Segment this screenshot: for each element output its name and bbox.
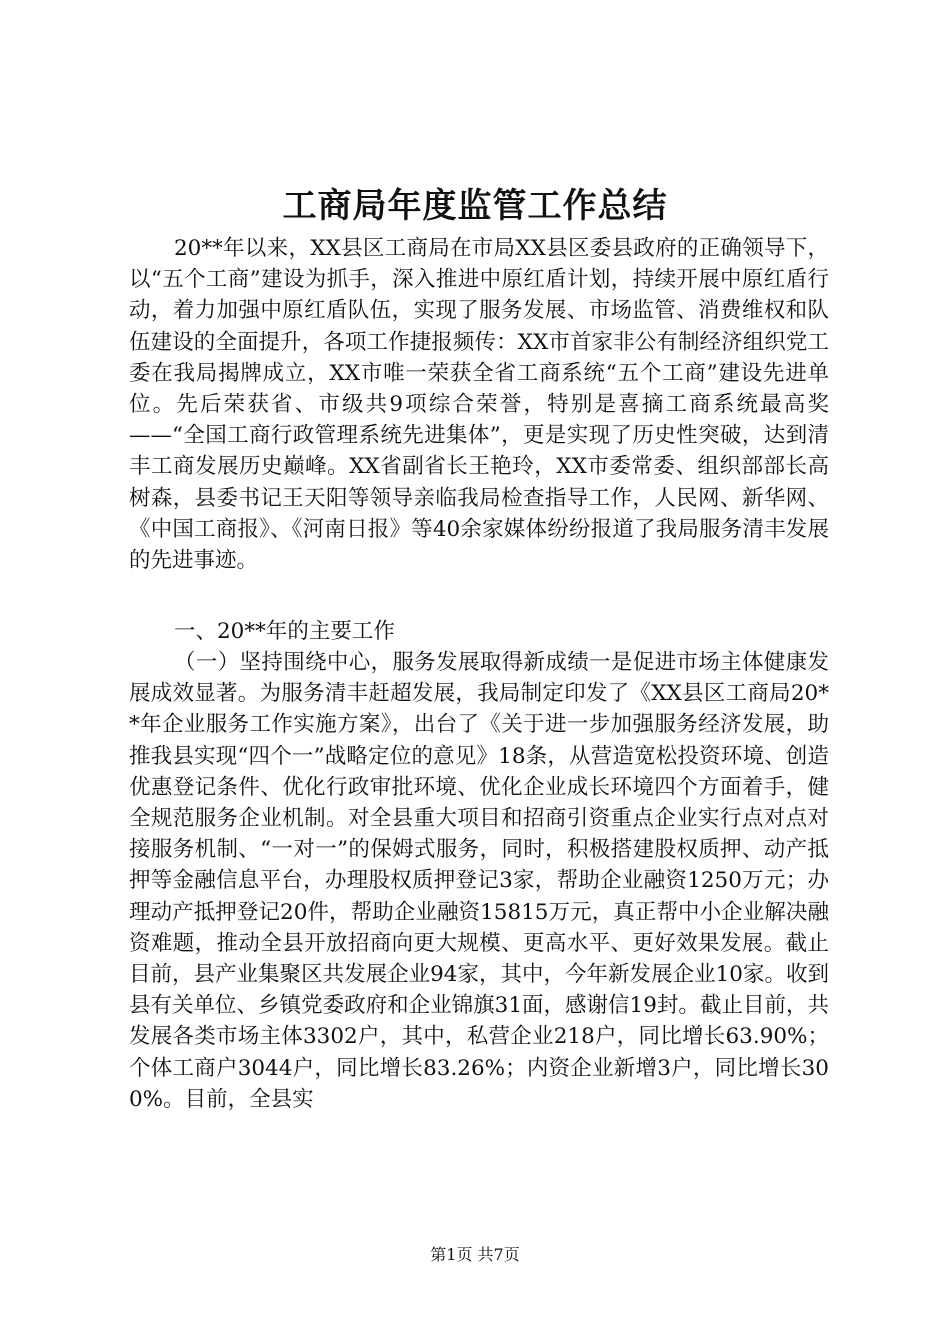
intro-paragraph: 20**年以来，XX县区工商局在市局XX县区委县政府的正确领导下，以“五个工商”建设为抓手，深入推进中原红盾计划，持续开展中原红盾行动，着力加强中原红盾队伍，实现了服务发展、市场监管、消费维权和队伍建设的全面提升，各项工作捷报频传：XX市首家非公有制经济组织党工委在我局揭牌成立，XX市唯一荣获全省工商系统“五个工商”建设先进单位。先后荣获省、市级共9项综合荣誉，特别是喜摘工商系统最高奖——“全国工商行政管理系统先进集体”，更是实现了历史性突破，达到清丰工商发展历史巅峰。XX省副省长王艳玲，XX市委常委、组织部部长高树森，县委书记王天阳等领导亲临我局检查指导工作，人民网、新华网、《中国工商报》、《河南日报》等40余家媒体纷纷报道了我局服务清丰发展的先进事迹。	[129, 236, 829, 574]
body-paragraph: （一）坚持围绕中心，服务发展取得新成绩一是促进市场主体健康发展成效显著。为服务清丰赶超发展，我局制定印发了《XX县区工商局20**年企业服务工作实施方案》，出台了《关于进一步加强服务经济发展，助推我县实现“四个一”战略定位的意见》18条，从营造宽松投资环境、创造优惠登记条件、优化行政审批环境、优化企业成长环境四个方面着手，健全规范服务企业机制。对全县重大项目和招商引资重点企业实行点对点对接服务机制、“一对一”的保姆式服务，同时，积极搭建股权质押、动产抵押等金融信息平台，办理股权质押登记3家，帮助企业融资1250万元；办理动产抵押登记20件，帮助企业融资15815万元，真正帮中小企业解决融资难题，推动全县开放招商向更大规模、更高水平、更好效果发展。截止目前，县产业集聚区共发展企业94家，其中，今年新发展企业10家。收到县有关单位、乡镇党委政府和企业锦旗31面，感谢信19封。截止目前，共发展各类市场主体3302户，其中，私营企业218户，同比增长63.90%；个体工商户3044户，同比增长83.26%；内资企业新增3户，同比增长300%。目前，全县实	[129, 650, 829, 1112]
document-title: 工商局年度监管工作总结	[282, 186, 668, 226]
page-footer: 第1页 共7页	[430, 1245, 520, 1264]
section-heading: 一、20**年的主要工作	[174, 619, 395, 644]
